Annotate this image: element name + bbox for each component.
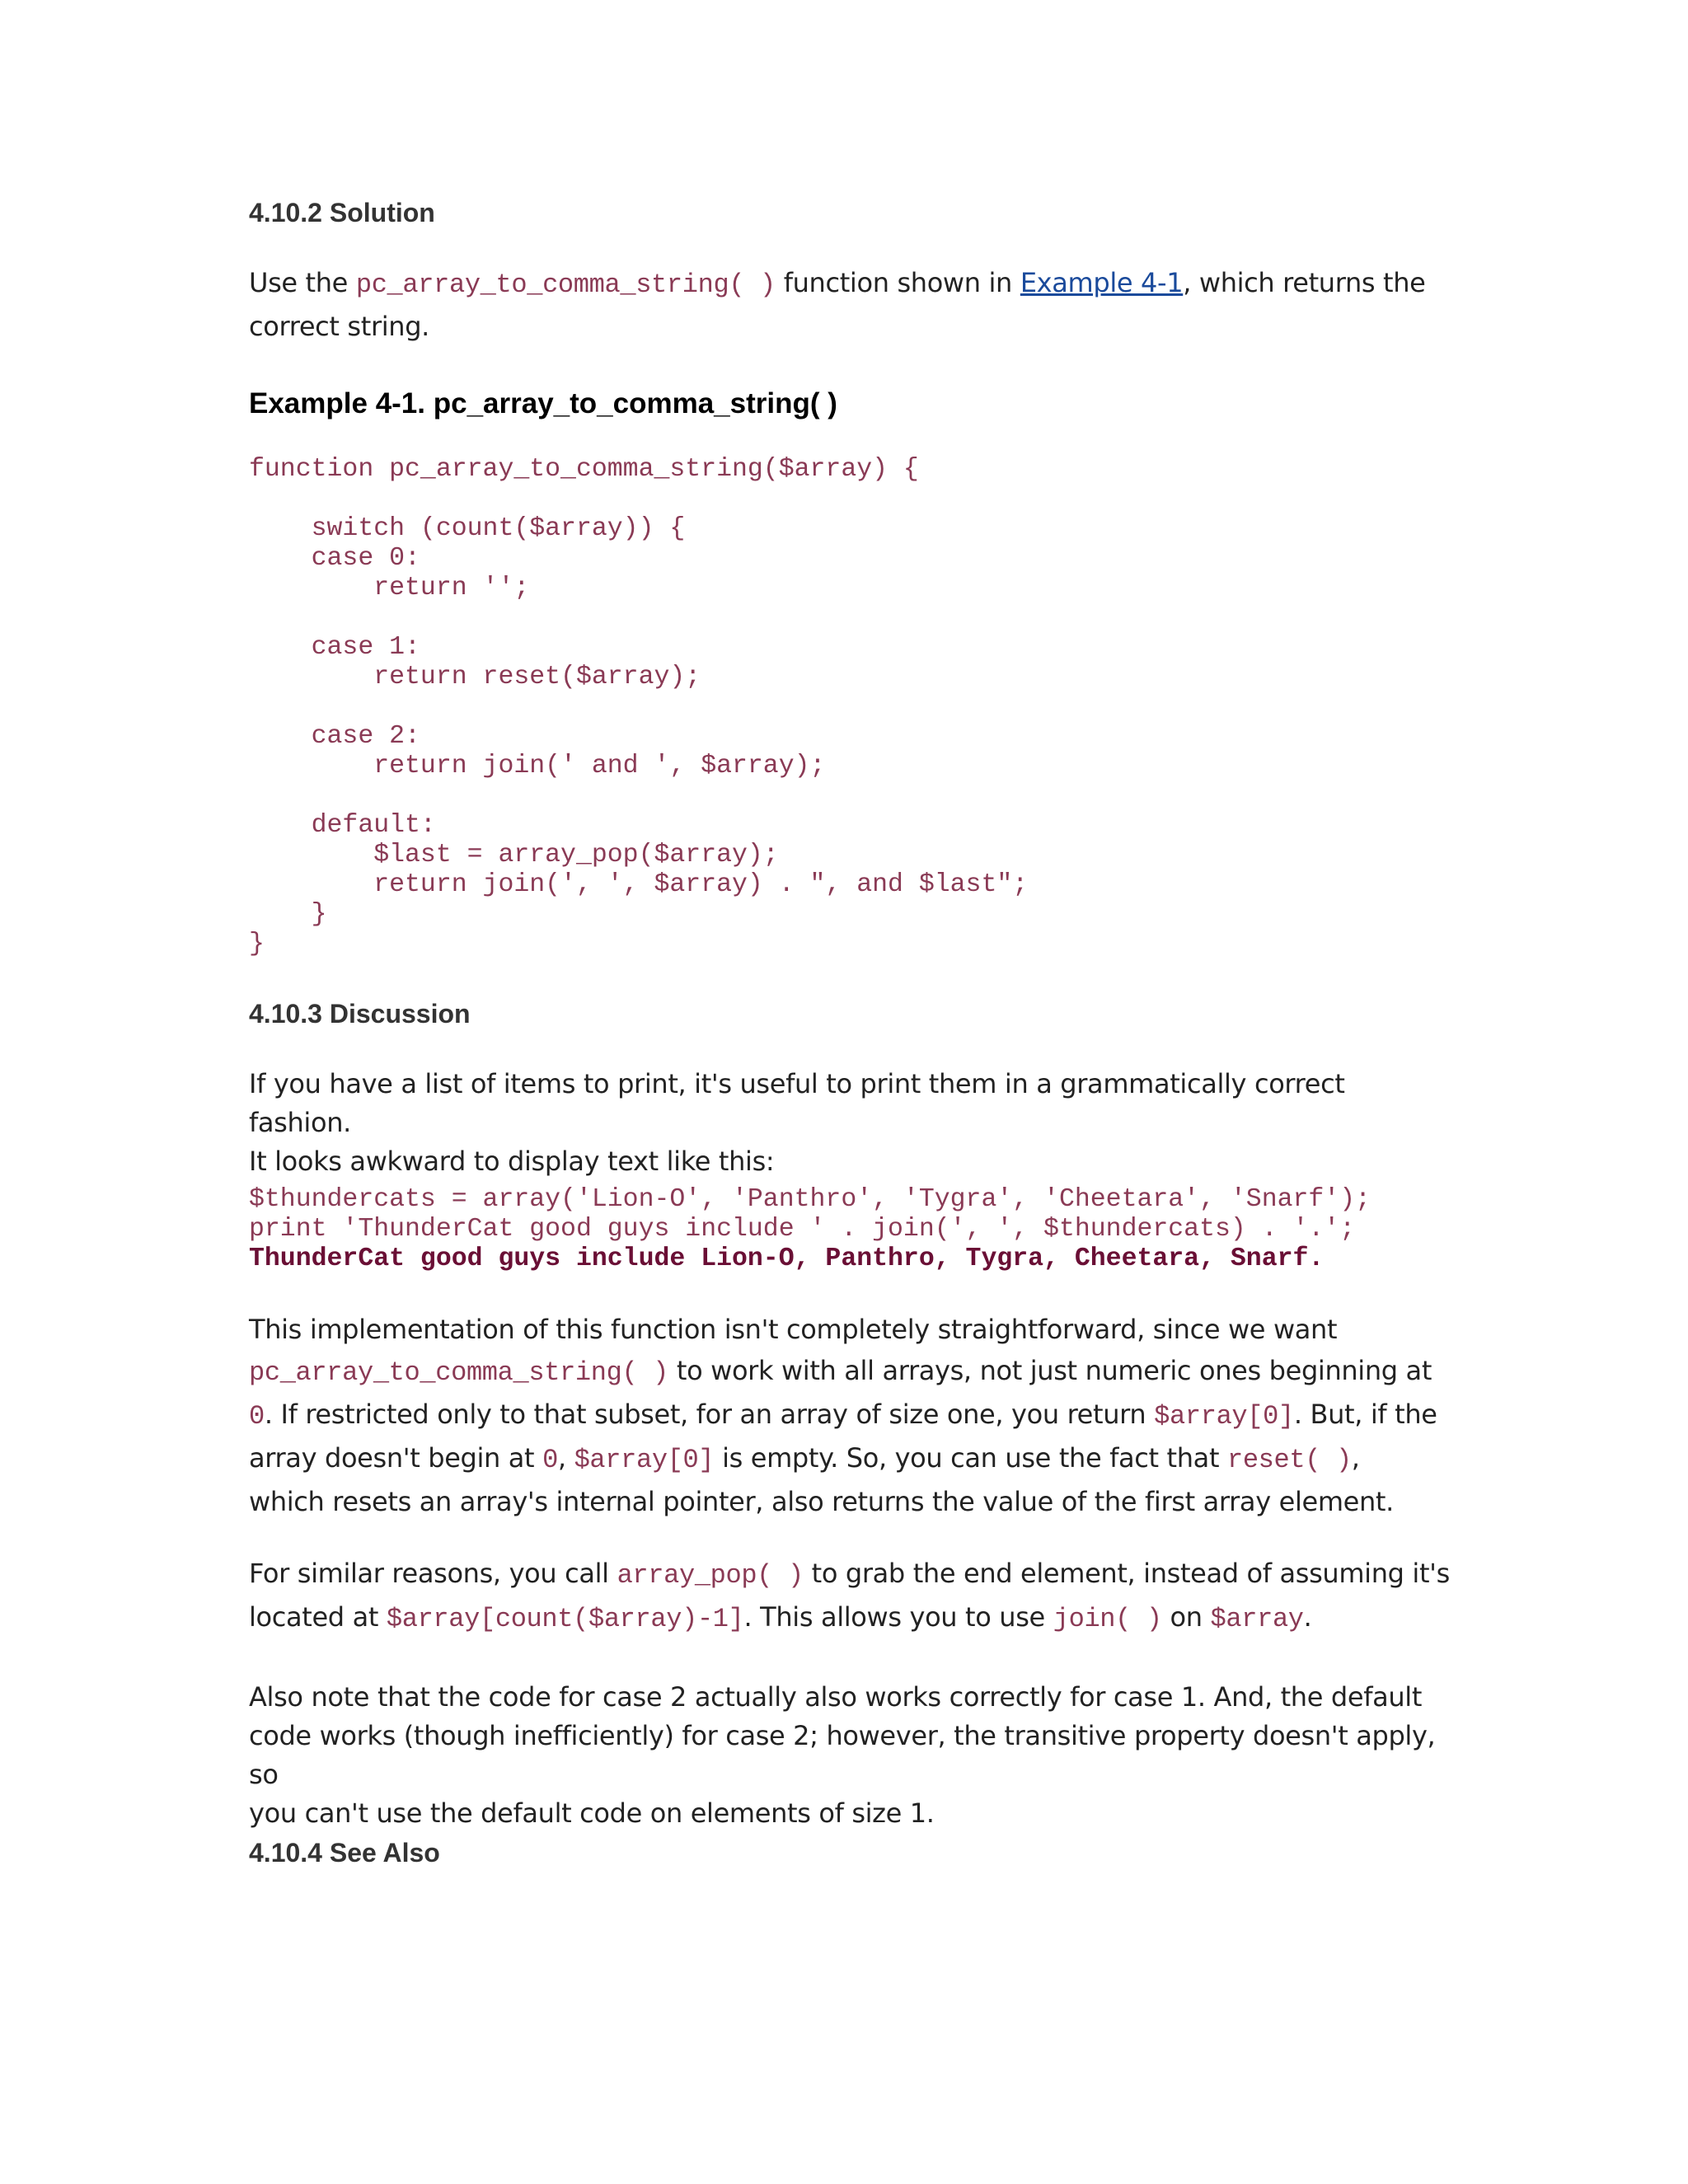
discussion-p2-text: . But, if the (1293, 1399, 1437, 1430)
discussion-p2-text: to work with all arrays, not just numeric ones beginning at (668, 1355, 1432, 1386)
inline-code-array-count: $array[count($array)-1] (386, 1604, 744, 1634)
heading-discussion: 4.10.3 Discussion (249, 999, 471, 1029)
discussion-p2-line-4 (249, 1437, 1452, 1481)
solution-text-mid: function shown in (775, 267, 1020, 298)
discussion-p2-line-2 (249, 1350, 1452, 1394)
discussion-p2-text: , (557, 1442, 574, 1474)
discussion-p2-line-5: which resets an array's internal pointer, also returns the value of the first array element. (249, 1486, 1394, 1517)
discussion-paragraph-1 (249, 1065, 1452, 1181)
inline-code-zero: 0 (249, 1401, 265, 1432)
inline-code-func: pc_array_to_comma_string( ) (355, 269, 776, 300)
discussion-p3-text: on (1161, 1601, 1211, 1633)
code-thundercats-line-2: print 'ThunderCat good guys include ' . join(', ', $thundercats) . '.'; (249, 1215, 1356, 1244)
discussion-p3-text: . This allows you to use (743, 1601, 1053, 1633)
discussion-p3-text: For similar reasons, you call (249, 1558, 617, 1589)
inline-code-join: join( ) (1053, 1604, 1162, 1634)
heading-see-also: 4.10.4 See Also (249, 1838, 440, 1868)
discussion-p1-line-1: If you have a list of items to print, it's useful to print them in a grammatically correct fashion. (249, 1068, 1345, 1138)
discussion-p2-text: is empty. So, you can use the fact that (714, 1442, 1227, 1474)
inline-code-zero: 0 (542, 1445, 558, 1475)
code-function-signature: function pc_array_to_comma_string($array) { (249, 455, 919, 484)
discussion-p3-text: . (1303, 1601, 1312, 1633)
discussion-p1-line-2: It looks awkward to display text like this: (249, 1146, 775, 1177)
solution-text-suffix: , which returns the (1183, 267, 1426, 298)
example-4-1-link[interactable]: Example 4-1 (1020, 267, 1184, 298)
discussion-p2-line-3 (249, 1394, 1452, 1437)
heading-solution: 4.10.2 Solution (249, 198, 435, 227)
discussion-p2-text: . If restricted only to that subset, for an array of size one, you return (264, 1399, 1155, 1430)
discussion-p3-line-2 (249, 1596, 1452, 1640)
discussion-p3-line-1 (249, 1553, 1452, 1596)
discussion-paragraph-4 (249, 1678, 1452, 1833)
code-switch-case0: switch (count($array)) { case 0: return ''; (311, 514, 686, 602)
code-default: default: $last = array_pop($array); return join(', ', $array) . ", and $last"; } } (249, 811, 1029, 958)
discussion-p3-text: located at (249, 1601, 387, 1633)
discussion-paragraph-3 (249, 1553, 1452, 1640)
inline-code-func-2: pc_array_to_comma_string( ) (249, 1357, 669, 1388)
solution-text-prefix: Use the (249, 267, 356, 298)
inline-code-array: $array (1210, 1604, 1304, 1634)
solution-line-1 (249, 262, 1452, 306)
inline-code-array-pop: array_pop( ) (617, 1560, 804, 1591)
code-case2: case 2: return join(' and ', $array); (311, 722, 826, 780)
example-title: Example 4-1. pc_array_to_comma_string( ) (249, 387, 837, 419)
code-output-line: ThunderCat good guys include Lion-O, Panthro, Tygra, Cheetara, Snarf. (249, 1244, 1325, 1273)
discussion-paragraph-2 (249, 1309, 1452, 1522)
discussion-p4-line-2: code works (though inefficiently) for case 2; however, the transitive property doesn't apply, so (249, 1720, 1436, 1790)
solution-line-2: correct string. (249, 311, 430, 342)
inline-code-array0: $array[0] (1154, 1401, 1294, 1432)
discussion-p4-line-3: you can't use the default code on elements of size 1. (249, 1797, 935, 1829)
solution-paragraph (249, 262, 1452, 347)
discussion-p4-line-1: Also note that the code for case 2 actually also works correctly for case 1. And, the default (249, 1681, 1423, 1713)
code-thundercats-line-1: $thundercats = array('Lion-O', 'Panthro', 'Tygra', 'Cheetara', 'Snarf'); (249, 1185, 1372, 1214)
discussion-p2-line-1: This implementation of this function isn't completely straightforward, since we want (249, 1314, 1338, 1345)
code-case1: case 1: return reset($array); (311, 633, 701, 691)
inline-code-array0: $array[0] (574, 1445, 715, 1475)
inline-code-reset: reset( ) (1226, 1445, 1352, 1475)
discussion-p2-text: array doesn't begin at (249, 1442, 543, 1474)
discussion-p2-text: , (1351, 1442, 1360, 1474)
discussion-p3-text: to grab the end element, instead of assuming it's (803, 1558, 1450, 1589)
